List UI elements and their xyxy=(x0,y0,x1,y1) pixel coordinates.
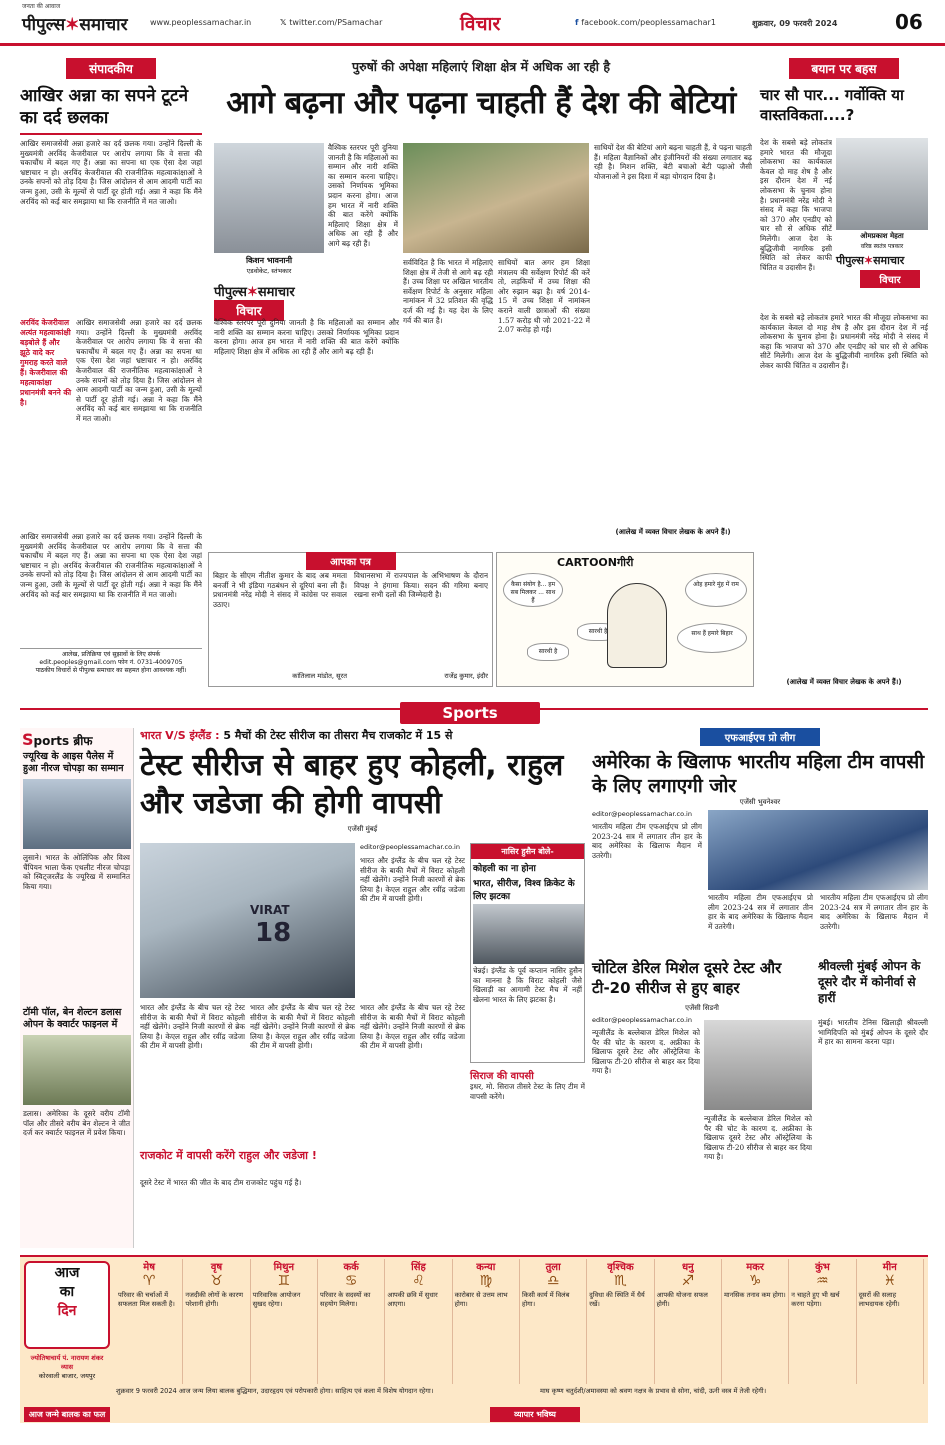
sports-main-body-4: भारत और इंग्लैंड के बीच चल रहे टेस्ट सीरीज के बाकी मैचों में विराट कोहली नहीं खेलेंगे। उन्होंने निजी कारणों से ब्रेक लिया है। केएल राहुल और रवींद्र जडेजा की टीम में वापसी होगी। xyxy=(360,1003,465,1051)
debate-author-role: वरिष्ठ स्वतंत्र पत्रकार xyxy=(860,243,904,250)
debate-column xyxy=(760,58,928,694)
facebook-handle: facebook.com/peoplessamachar1 xyxy=(581,18,716,27)
child-fortune-label: आज जन्मे बालक का फल xyxy=(24,1407,110,1422)
zodiac-symbol-icon: ♋ xyxy=(344,1273,358,1289)
debate-title: चार सौ पार... गर्वोक्ति या वास्तविकता....? xyxy=(760,86,904,124)
brief-2-photo xyxy=(23,1035,131,1105)
zodiac-sign-text: नजदीकी लोगों के कारण परेशानी होगी। xyxy=(185,1291,244,1308)
zodiac-symbol-icon: ♊ xyxy=(277,1273,291,1289)
zodiac-sign-name: मीन xyxy=(882,1262,897,1273)
brief-1-body: लुसाने। भारत के ओलिंपिक और विश्व चैंपियन भाला फेंक एथलीट नीरज चोपड़ा को स्विट्जरलैंड के ज्यूरिख में सम्मानित किया गया। xyxy=(23,853,130,891)
horoscope-section xyxy=(20,1255,928,1423)
debate-tag: बयान पर बहस xyxy=(789,58,899,79)
astrologer-name: ज्योतिषाचार्य पं. नारायण शंकर व्यास xyxy=(30,1354,104,1371)
debate-logo-b: समाचार xyxy=(873,254,905,267)
editorial-title: आखिर अन्ना का सपने टूटने का दर्द छलका xyxy=(20,86,189,128)
debate-section-tag: विचार xyxy=(860,270,920,288)
author-name: किशन भावनानी xyxy=(245,256,293,265)
siraj-subhead: सिराज की वापसी xyxy=(470,1071,534,1082)
lead-logo xyxy=(214,282,295,300)
sub-body-rahul: दूसरे टेस्ट में भारत की जीत के बाद टीम राजकोट पहुंच गई है। xyxy=(140,1178,302,1187)
editorial-body-end: आखिर समाजसेवी अन्ना हजारे का दर्द छलक गया। उन्होंने दिल्ली के मुख्यमंत्री अरविंद केजरीवाल पर आरोप लगाया कि वे सत्ता की चकाचौंध में बदल गए हैं। अन्ना का सपना था एक ऐसा देश जहां भ्रष्टाचार न हो। अरविंद केजरीवाल की राजनीतिक महत्वाकांक्षाओं ने उनके सपनों को तोड़ दिया है। जिस आंदोलन से आम आदमी पार्टी का जन्म हुआ, उसी के मूल्यों से पार्टी दूर होती गई। अन्ना ने कहा कि मैंने अरविंद को कई बार समझाया था कि राजनीति में मत जाओ। xyxy=(20,532,202,599)
facebook-link[interactable] xyxy=(575,18,716,27)
website-link[interactable]: www.peoplessamachar.in xyxy=(150,18,252,27)
nasser-head-1: कोहली का ना होना xyxy=(473,864,536,874)
cartoon-title: CARTOONगीरी xyxy=(557,556,634,569)
zodiac-symbol-icon: ♓ xyxy=(883,1273,897,1289)
nasser-photo xyxy=(473,904,584,964)
business-label: व्यापार भविष्य xyxy=(490,1407,580,1422)
letter-1: बिहार के सीएम नीतीश कुमार के बाद अब ममता बनर्जी ने भी इंडिया गठबंधन से दूरियां बना ली हैं। प्रधानमंत्री नरेंद्र मोदी ने संसद में कांग्रेस पर सवाल उठाए। xyxy=(213,571,347,609)
zodiac-sign-name: सिंह xyxy=(411,1262,426,1273)
jersey-name: VIRAT xyxy=(250,903,290,917)
sports-right-column xyxy=(592,728,928,1248)
sub-head-rahul: राजकोट में वापसी करेंगे राहुल और जडेजा ! xyxy=(140,1149,317,1162)
hockey-email[interactable]: editor@peoplessamachar.co.in xyxy=(592,810,692,818)
zodiac-sign-name: कुंभ xyxy=(815,1262,830,1273)
zodiac-sign-6 xyxy=(453,1259,520,1384)
sports-brief-tag xyxy=(20,728,133,751)
zodiac-symbol-icon: ♉ xyxy=(210,1273,223,1289)
footer-disclaimer: पाठकीय विचारों से पीपुल्स समाचार का सहमत होना आवश्यक नहीं। xyxy=(35,667,187,674)
nasser-box-title: नासिर हुसैन बोले- xyxy=(471,844,584,859)
horoscope-title-box xyxy=(24,1261,110,1349)
mitchell-email[interactable]: editor@peoplessamachar.co.in xyxy=(592,1016,692,1024)
horoscope-title-b: का xyxy=(59,1284,75,1300)
zodiac-sign-text: पारिवारिक आयोजन सुखद रहेगा। xyxy=(252,1291,301,1308)
zodiac-sign-name: वृष xyxy=(210,1262,223,1273)
zodiac-sign-5 xyxy=(385,1259,452,1384)
cartoon-figure xyxy=(607,583,667,668)
nasser-head-2: भारत, सीरीज, विश्व क्रिकेट के लिए झटका xyxy=(473,879,575,902)
zodiac-sign-text: किसी कार्य में विलंब होगा। xyxy=(521,1291,570,1308)
editorial-body-continued: आखिर समाजसेवी अन्ना हजारे का दर्द छलक गया। उन्होंने दिल्ली के मुख्यमंत्री अरविंद केजरीवाल पर आरोप लगाया कि वे सत्ता की चकाचौंध में बदल गए हैं। अन्ना का सपना था एक ऐसा देश जहां भ्रष्टाचार न हो। अरविंद केजरीवाल की राजनीतिक महत्वाकांक्षाओं ने उनके सपनों को तोड़ दिया है। जिस आंदोलन से आम आदमी पार्टी का जन्म हुआ, उसी के मूल्यों से पार्टी दूर होती गई। अन्ना ने कहा कि मैंने अरविंद को कई बार समझाया था कि राजनीति में मत जाओ। xyxy=(76,318,202,423)
lead-photo-parade xyxy=(403,143,589,253)
zodiac-sign-3 xyxy=(251,1259,318,1384)
zodiac-sign-12 xyxy=(857,1259,924,1384)
zodiac-sign-text: परिवार के सदस्यों का सहयोग मिलेगा। xyxy=(319,1291,371,1308)
zodiac-signs-row xyxy=(116,1259,924,1384)
sports-banner: Sports xyxy=(400,702,540,724)
brief-2-body: डलास। अमेरिका के दूसरे वरीय टॉमी पॉल और तीसरे वरीय बेन शेल्टन ने जीत दर्ज कर क्वार्टर फाइनल में प्रवेश किया। xyxy=(23,1109,130,1138)
debate-body-top: देश के सबसे बड़े लोकतंत्र हमारे भारत की मौजूदा लोकसभा का कार्यकाल केवल दो माह शेष है और इस दौरान देश में नई लोकसभा के चुनाव होना है। प्रधानमंत्री नरेंद्र मोदी ने संसद में कहा कि भाजपा को 370 और एनडीए को चार सौ से अधिक सीटें मिलेंगी। आज देश के बुद्धिजीवी नागरिक इसी स्थिति को लेकर काफी चिंतित व उदासीन हैं। xyxy=(760,138,832,272)
sports-main-byline: एजेंसी मुंबई xyxy=(347,825,378,833)
zodiac-sign-name: कन्या xyxy=(476,1262,496,1273)
page-number: 06 xyxy=(895,10,923,34)
hockey-title: अमेरिका के खिलाफ भारतीय महिला टीम वापसी के लिए लगाएगी जोर xyxy=(592,751,925,797)
hockey-body-2: भारतीय महिला टीम एफआईएच प्रो लीग 2023-24 सत्र में लगातार तीन हार के बाद अमेरिका के खिलाफ मैदान में उतरेगी। xyxy=(708,893,813,931)
tennis-body: मुंबई। भारतीय टेनिस खिलाड़ी श्रीवल्ली भामिदिपति को मुंबई ओपन के दूसरे दौर में हार का सामना करना पड़ा। xyxy=(818,1018,928,1047)
zodiac-sign-1 xyxy=(116,1259,183,1384)
lead-logo-b: समाचार xyxy=(257,285,295,300)
hockey-body-1: भारतीय महिला टीम एफआईएच प्रो लीग 2023-24 सत्र में लगातार तीन हार के बाद अमेरिका के खिलाफ मैदान में उतरेगी। xyxy=(592,822,702,860)
zodiac-sign-2 xyxy=(183,1259,250,1384)
letter-2: विधानसभा में राज्यपाल के अभिभाषण के दौरान विपक्ष ने हंगामा किया। सदन की गरिमा बनाए रखना सभी दलों की जिम्मेदारी है। xyxy=(354,571,488,600)
mitchell-byline: एजेंसी सिडनी xyxy=(685,1004,719,1012)
lead-logo-a: पीपुल्स xyxy=(214,285,247,300)
section-name: विचार xyxy=(460,13,501,35)
brief-1-title: ज्यूरिख के आइस पैलेस में हुआ नीरज चोपड़ा का सम्मान xyxy=(23,751,124,774)
sports-main-body-3: भारत और इंग्लैंड के बीच चल रहे टेस्ट सीरीज के बाकी मैचों में विराट कोहली नहीं खेलेंगे। उन्होंने निजी कारणों से ब्रेक लिया है। केएल राहुल और रवींद्र जडेजा की टीम में वापसी होगी। xyxy=(250,1003,355,1051)
zodiac-sign-text: कारोबार से उत्तम लाभ होगा। xyxy=(454,1291,508,1308)
author-role: एडवोकेट, स्तंभकार xyxy=(246,267,292,275)
masthead-tagline: जनता की आवाज xyxy=(22,3,61,10)
letter-1-signature: कांतिलाल मांडोत, सूरत xyxy=(292,672,347,680)
lead-col4: साथियों देश की बेटियां आगे बढ़ना चाहती हैं, वे पढ़ना चाहती हैं। महिला वैज्ञानिकों और इंजीनियरों की संख्या लगातार बढ़ रही है। मिशन शक्ति, बेटी बचाओ बेटी पढ़ाओ जैसी योजनाओं ने इस दिशा में बड़ा योगदान दिया है। xyxy=(594,143,752,181)
debate-author-name: ओमप्रकाश मेहता xyxy=(860,232,904,240)
editorial-pullquote: अरविंद केजरीवाल अत्यंत महत्वाकांक्षी बड़बोले हैं और झूठे वादे कर गुमराह करते वाले हैं। केजरीवाल की महत्वाकांक्षा प्रधानमंत्री बनने की है। xyxy=(20,318,72,407)
zodiac-sign-11 xyxy=(789,1259,856,1384)
sports-main-title: टेस्ट सीरीज से बाहर हुए कोहली, राहुल और जडेजा की होगी वापसी xyxy=(140,748,564,821)
cartoon-bubble-1: कैसा संयोग है... हम सब मिलकर ... साथ हैं xyxy=(503,573,563,607)
zodiac-sign-text: दुविधा की स्थिति में धैर्य रखें। xyxy=(589,1291,645,1308)
astrologer-place: कोरवाली बाजार, जयपुर xyxy=(38,1372,96,1380)
zodiac-symbol-icon: ♎ xyxy=(546,1273,560,1289)
debate-body: देश के सबसे बड़े लोकतंत्र हमारे भारत की मौजूदा लोकसभा का कार्यकाल केवल दो माह शेष है और इस दौरान देश में नई लोकसभा के चुनाव होना है। प्रधानमंत्री नरेंद्र मोदी ने संसद में कहा कि भाजपा को 370 और एनडीए को चार सौ से अधिक सीटें मिलेंगी। आज देश के बुद्धिजीवी नागरिक इसी स्थिति को लेकर काफी चिंतित व उदासीन हैं। xyxy=(760,313,928,370)
twitter-handle: twitter.com/PSamachar xyxy=(289,18,383,27)
jersey-number: 18 xyxy=(255,918,292,948)
horoscope-title-c: दिन xyxy=(57,1303,77,1319)
logo-star-icon: ✶ xyxy=(65,15,80,35)
debate-logo-a: पीपुल्स xyxy=(836,254,864,267)
lead-article xyxy=(208,58,754,548)
zodiac-symbol-icon: ♒ xyxy=(816,1273,829,1289)
zodiac-sign-text: आपकी योजना सफल होगी। xyxy=(656,1291,708,1308)
lead-col3: साथियों बात अगर हम शिक्षा मंत्रालय की सर्वेक्षण रिपोर्ट की करें तो, लड़कियों में उच्च शिक्षा की ओर रुझान बढ़ा है। वर्ष 2014-15 में उच्च शिक्षा में नामांकन कराने वाली छात्राओं की संख्या 1.57 करोड़ थी जो 2021-22 में 2.07 करोड़ हो गई। xyxy=(498,258,590,335)
cartoon-bubble-2: ओह हमारे मुंह में राम xyxy=(685,573,747,607)
zodiac-sign-8 xyxy=(587,1259,654,1384)
footer-email[interactable]: edit.peoples@gmail.com फोन नं. 0731-4009705 xyxy=(39,659,183,666)
zodiac-sign-4 xyxy=(318,1259,385,1384)
zodiac-symbol-icon: ♏ xyxy=(614,1273,627,1289)
zodiac-symbol-icon: ♈ xyxy=(142,1273,156,1289)
zodiac-symbol-icon: ♑ xyxy=(748,1273,762,1289)
zodiac-sign-name: वृश्चिक xyxy=(607,1262,634,1273)
hockey-byline: एजेंसी भुवनेश्वर xyxy=(739,798,781,806)
footer-line-1: आलेख, प्रतिक्रिया एवं सुझावों के लिए संपर्क xyxy=(61,651,161,658)
sports-main-email[interactable]: editor@peoplessamachar.co.in xyxy=(360,843,460,851)
letters-title: आपका पत्र xyxy=(306,552,396,570)
cartoon-bubble-5: सारथी है xyxy=(577,623,619,641)
mitchell-body-1: न्यूजीलैंड के बल्लेबाज डेरिल मिशेल को पैर की चोट के कारण द. अफ्रीका के खिलाफ दूसरे टेस्ट और ऑस्ट्रेलिया के खिलाफ टी-20 सीरीज से बाहर कर दिया गया है। xyxy=(592,1028,700,1076)
horoscope-title-a: आज xyxy=(54,1265,80,1281)
logo-part-b: समाचार xyxy=(79,15,128,35)
lead-col1-top: वैश्विक स्तरपर पूरी दुनिया जानती है कि महिलाओं का सम्मान और नारी शक्ति का सम्मान करना चाहिए। उसको निर्णायक भूमिका प्रदान करना होगा। आज हम भारत में नारी शक्ति की बात करेंगे क्योंकि महिलाएं शिक्षा क्षेत्र में अधिक आ रही हैं और आगे बढ़ रही हैं। xyxy=(328,143,398,248)
hockey-tag: एफआईएच प्रो लीग xyxy=(700,728,820,746)
sports-main-body-2: भारत और इंग्लैंड के बीच चल रहे टेस्ट सीरीज के बाकी मैचों में विराट कोहली नहीं खेलेंगे। उन्होंने निजी कारणों से ब्रेक लिया है। केएल राहुल और रवींद्र जडेजा की टीम में वापसी होगी। xyxy=(140,1003,245,1051)
issue-date: शुक्रवार, 09 फरवरी 2024 xyxy=(752,19,838,28)
lead-section-tag: विचार xyxy=(214,300,284,321)
hockey-photo xyxy=(708,810,928,890)
cartoon-bubble-3: साथ हैं हमारे बिहार xyxy=(677,623,747,653)
letter-2-signature: राजेंद्र कुमार, इंदौर xyxy=(444,672,488,680)
zodiac-sign-name: मिथुन xyxy=(273,1262,295,1273)
brief-2-title: टॉमी पॉल, बेन शेल्टन डलास ओपन के क्वार्टर फाइनल में xyxy=(23,1007,122,1030)
sports-brief-tag-rest: ports ब्रीफ xyxy=(33,734,93,748)
editorial-body: आखिर समाजसेवी अन्ना हजारे का दर्द छलक गया। उन्होंने दिल्ली के मुख्यमंत्री अरविंद केजरीवाल पर आरोप लगाया कि वे सत्ता की चकाचौंध में बदल गए हैं। अन्ना का सपना था एक ऐसा देश जहां भ्रष्टाचार न हो। अरविंद केजरीवाल की राजनीतिक महत्वाकांक्षाओं ने उनके सपनों को तोड़ दिया है। जिस आंदोलन से आम आदमी पार्टी का जन्म हुआ, उसी के मूल्यों से पार्टी दूर होती गई। अन्ना ने कहा कि मैंने अरविंद को कई बार समझाया था कि राजनीति में मत जाओ। xyxy=(20,139,202,206)
sports-main-body-1: भारत और इंग्लैंड के बीच चल रहे टेस्ट सीरीज के बाकी मैचों में विराट कोहली नहीं खेलेंगे। उन्होंने निजी कारणों से ब्रेक लिया है। केएल राहुल और रवींद्र जडेजा की टीम में वापसी होगी। xyxy=(360,856,465,904)
panchang-text: शुक्रवार 9 फरवरी 2024 आज जन्म लिया बालक बुद्धिमान, उदारहृदय एवं परोपकारी होगा। साहित्य एवं कला में विशेष योगदान रहेगा। xyxy=(116,1387,434,1395)
zodiac-sign-name: मेष xyxy=(143,1262,156,1273)
debate-logo xyxy=(836,253,904,268)
lead-logo-star-icon: ✶ xyxy=(246,285,258,300)
brief-1-photo xyxy=(23,779,131,849)
zodiac-sign-name: धनु xyxy=(681,1262,694,1273)
twitter-link[interactable] xyxy=(280,18,382,27)
cartoon-box xyxy=(496,552,754,687)
nasser-box xyxy=(470,843,585,1063)
lead-signoff: (आलेख में व्यक्त विचार लेखक के अपने हैं।) xyxy=(615,528,731,536)
zodiac-symbol-icon: ♐ xyxy=(681,1273,695,1289)
lead-title: आगे बढ़ना और पढ़ना चाहती हैं देश की बेटियां xyxy=(226,85,736,121)
kicker-b: 5 मैचों की टेस्ट सीरीज का तीसरा मैच राजकोट में 15 से xyxy=(223,729,453,742)
sports-brief-column xyxy=(20,728,134,1248)
tennis-title: श्रीवल्ली मुंबई ओपन के दूसरे दौर में कोनीर्वा से हारीं xyxy=(818,959,921,1005)
lead-kicker: पुरुषों की अपेक्षा महिलाएं शिक्षा क्षेत्र में अधिक आ रही है xyxy=(352,59,610,74)
zodiac-symbol-icon: ♍ xyxy=(479,1273,493,1289)
cartoon-bubble-4: सारथी है xyxy=(527,643,569,661)
siraj-body: इधर, मो. सिराज तीसरे टेस्ट के लिए टीम में वापसी करेंगे। xyxy=(470,1082,585,1101)
zodiac-sign-text: दूसरों की सलाह लाभदायक रहेगी। xyxy=(858,1291,900,1308)
hockey-body-3: भारतीय महिला टीम एफआईएच प्रो लीग 2023-24 सत्र में लगातार तीन हार के बाद अमेरिका के खिलाफ मैदान में उतरेगी। xyxy=(820,893,928,931)
mitchell-photo xyxy=(704,1020,812,1110)
zodiac-sign-name: कर्क xyxy=(343,1262,359,1273)
kohli-photo xyxy=(140,843,355,998)
debate-signoff: (आलेख में व्यक्त विचार लेखक के अपने हैं।) xyxy=(786,678,902,686)
zodiac-symbol-icon: ♌ xyxy=(412,1273,425,1289)
masthead xyxy=(0,0,945,46)
editorial-footer xyxy=(20,648,202,675)
zodiac-sign-text: न चाहते हुए भी खर्च करना पड़ेगा। xyxy=(791,1291,840,1308)
lead-col1: वैश्विक स्तरपर पूरी दुनिया जानती है कि महिलाओं का सम्मान और नारी शक्ति का सम्मान करना चाहिए। उसको निर्णायक भूमिका प्रदान करना होगा। आज हम भारत में नारी शक्ति की बात करेंगे क्योंकि महिलाएं शिक्षा क्षेत्र में अधिक आ रही हैं और आगे बढ़ रही हैं। xyxy=(214,318,399,356)
zodiac-sign-text: आपकी छवि में सुधार आएगा। xyxy=(387,1291,438,1308)
zodiac-sign-7 xyxy=(520,1259,587,1384)
facebook-icon: f xyxy=(575,18,582,27)
zodiac-sign-text: परिवार की चर्चाओं में सफलता मिल सकती है। xyxy=(118,1291,175,1308)
zodiac-sign-text: मानसिक तनाव कम होगा। xyxy=(723,1291,786,1299)
editorial-column xyxy=(20,58,202,694)
mitchell-body-2: न्यूजीलैंड के बल्लेबाज डेरिल मिशेल को पैर की चोट के कारण द. अफ्रीका के खिलाफ दूसरे टेस्ट और ऑस्ट्रेलिया के खिलाफ टी-20 सीरीज से बाहर कर दिया गया है। xyxy=(704,1114,812,1162)
author-photo xyxy=(214,143,324,253)
sports-main-article xyxy=(140,728,585,1248)
zodiac-sign-name: तुला xyxy=(545,1262,561,1273)
sports-main-kicker xyxy=(140,728,585,743)
letters-box xyxy=(208,552,493,687)
editorial-tag: संपादकीय xyxy=(66,58,156,79)
zodiac-sign-9 xyxy=(655,1259,722,1384)
zodiac-sign-10 xyxy=(722,1259,789,1384)
lead-col2: सर्वविदित है कि भारत में महिलाएं शिक्षा क्षेत्र में तेजी से आगे बढ़ रही हैं। उच्च शिक्षा पर अखिल भारतीय सर्वेक्षण रिपोर्ट के अनुसार महिला नामांकन में 32 प्रतिशत की वृद्धि दर्ज की गई है। यह देश के लिए गर्व की बात है। xyxy=(403,258,493,325)
zodiac-sign-name: मकर xyxy=(746,1262,764,1273)
mitchell-title: चोटिल डेरिल मिशेल दूसरे टेस्ट और टी-20 सीरीज से हुए बाहर xyxy=(592,959,782,997)
nasser-body: चेन्नई। इंग्लैंड के पूर्व कप्तान नासिर हुसैन का मानना है कि विराट कोहली जैसे खिलाड़ी का आगामी टेस्ट मैच में नहीं खेलना भारत के लिए झटका है। xyxy=(473,966,582,1004)
business-text: माघ कृष्ण चतुर्दशी/अमावस्या को श्रवण नक्षत्र के प्रभाव से सोना, चांदी, ऊनी वस्त्र में तेजी रहेगी। xyxy=(540,1387,767,1395)
logo-part-a: पीपुल्स xyxy=(22,15,66,35)
debate-logo-star-icon: ✶ xyxy=(863,254,874,267)
kicker-a: भारत V/S इंग्लैंड : xyxy=(140,729,220,742)
twitter-icon: 𝕏 xyxy=(280,18,290,27)
sports-brief-tag-s: S xyxy=(22,730,34,749)
masthead-logo xyxy=(22,12,128,35)
debate-author-photo xyxy=(836,138,928,230)
